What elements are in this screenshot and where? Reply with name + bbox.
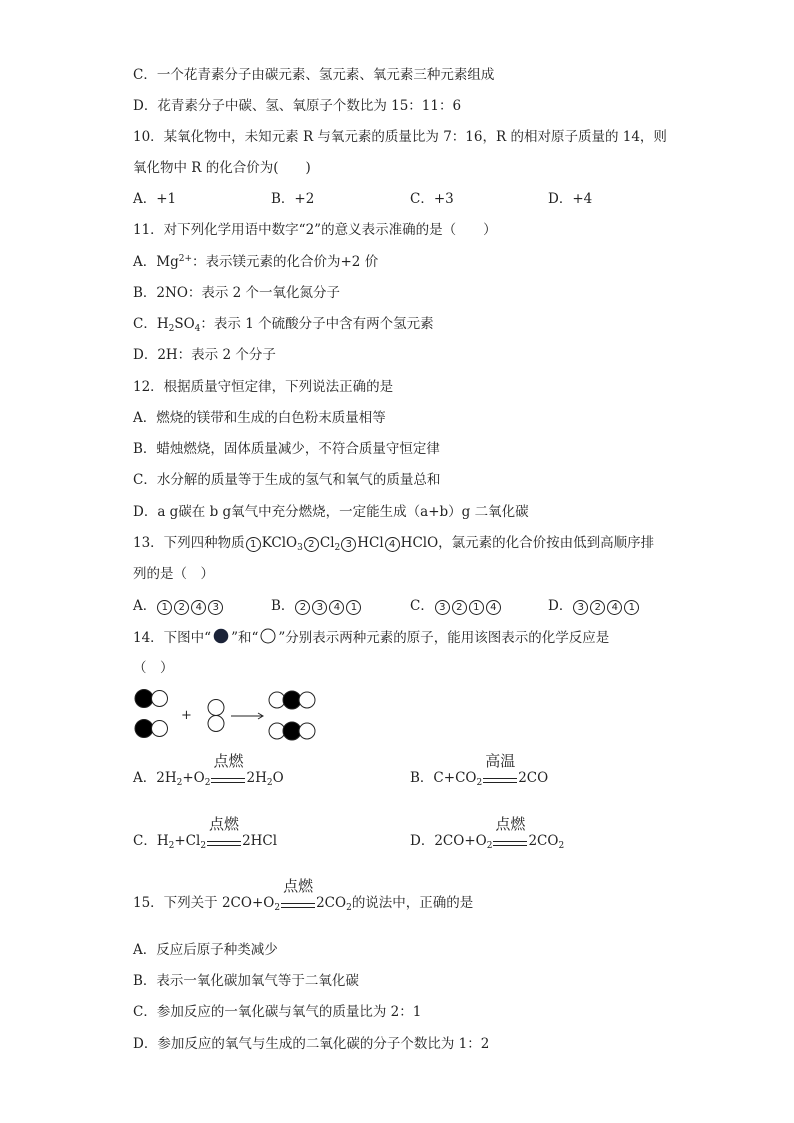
q10-option-c: C．+3 [410,191,454,207]
q14-b-part3: 2CO [518,770,549,786]
q14-b-label: B． [410,770,434,786]
q11-option-d: D．2H：表示 2 个分子 [133,347,276,363]
q9-option-c: C．一个花青素分子由碳元素、氢元素、氧元素三种元素组成 [133,67,495,83]
equals-sign [211,778,245,783]
q14-b-condition [482,752,518,787]
q13-option-b [271,597,362,615]
q14-c-sub2: 2 [200,841,207,851]
q15-option-a: A．反应后原子种类减少 [133,942,278,958]
q14-d-sub1: 2 [486,841,493,851]
q14-c-part1: H [156,833,169,849]
q15-stem-a: 15．下列关于 2CO+O [133,895,275,911]
q14-d-condition [492,815,528,850]
q14-option-b [410,752,549,788]
q13-d-label: D． [548,598,573,614]
q10-option-d: D．+4 [548,191,593,207]
reactant-1-light-atom [152,691,168,707]
q11-option-c [133,315,434,333]
reactant-molecule-1 [135,690,168,708]
equals-sign [281,903,315,908]
q13-stem-line2: 列的是（ ） [133,566,214,582]
q13-a-3: 4 [191,600,206,615]
q14-c-condition [206,815,242,850]
q15-stem-bsub: 2 [346,903,352,913]
q12-option-a: A．燃烧的镁带和生成的白色粉末质量相等 [133,410,386,426]
q11-c-sub2: 4 [194,324,201,334]
q13-b-3: 4 [329,600,344,615]
q14-d-part1: 2CO+O [434,833,487,849]
q13-stem-line1 [133,534,654,552]
q12-option-b: B．蜡烛燃烧，固体质量减少，不符合质量守恒定律 [133,441,440,457]
q12-option-c: C．水分解的质量等于生成的氢气和氧气的质量总和 [133,472,441,488]
reactant-1-dark-atom [135,690,153,708]
q13-c-3: 1 [469,600,484,615]
q14-a-part4: O [272,770,284,786]
q14-option-d [410,815,565,851]
q13-substance-2: Cl [319,535,335,551]
q13-num-3: 3 [341,537,356,552]
q14-a-condition [210,752,246,787]
reaction-arrow [231,713,263,719]
q13-c-4: 4 [486,600,501,615]
q14-reaction-diagram [130,686,330,744]
q14-a-part3: 2H [246,770,267,786]
q14-option-c [133,815,278,851]
reactant-molecule-2 [135,720,168,738]
q14-stem-c: ”分别表示两种元素的原子，能用该图表示的化学反应是 [278,630,610,646]
q13-a-4: 3 [208,600,223,615]
dark-atom-circle [214,629,229,644]
q14-option-a [133,752,284,788]
q13-b-1: 2 [295,600,310,615]
q13-d-2: 2 [590,600,605,615]
q13-substance-3: HCl [357,535,384,551]
q11-stem: 11．对下列化学用语中数字“2”的意义表示准确的是（ ） [133,222,497,238]
q14-c-label: C． [133,833,157,849]
q11-c-text: ：表示 1 个硫酸分子中含有两个氢元素 [200,316,434,332]
q15-stem-c: 的说法中，正确的是 [351,895,474,911]
q13-stem-prefix: 13．下列四种物质 [133,535,245,551]
q14-stem-b: ”和“ [231,630,259,646]
q14-c-sub1: 2 [168,841,175,851]
q13-c-1: 3 [435,600,450,615]
q15-option-b: B．表示一氧化碳加氧气等于二氧化碳 [133,973,359,989]
q9-option-d: D．花青素分子中碳、氢、氧原子个数比为 15：11：6 [133,98,462,114]
q13-b-4: 1 [346,600,361,615]
q13-num-2: 2 [304,537,319,552]
product-1-right-atom [299,692,315,708]
q15-stem [133,877,474,913]
light-atom-circle [261,629,275,643]
q13-substance-4: HClO [400,535,439,551]
q14-d-label: D． [410,833,435,849]
q14-a-label: A． [133,770,157,786]
q15-option-c: C．参加反应的一氧化碳与氧气的质量比为 2：1 [133,1004,422,1020]
q14-a-sub3: 2 [266,778,273,788]
q13-stem-suffix: ，氯元素的化合价按由低到高顺序排 [438,535,655,551]
q11-a-prefix: A．Mg [133,254,179,270]
light-atom-icon [260,628,276,644]
q13-b-label: B． [271,598,295,614]
q10-stem-line1: 10．某氧化物中，未知元素 R 与氧元素的质量比为 7：16，R 的相对原子质量的 14，则 [133,129,667,145]
product-molecule-2 [269,722,315,740]
dark-atom-icon [213,628,229,644]
q15-stem-b: 2CO [316,895,347,911]
q10-option-b: B．+2 [271,191,315,207]
q11-c-prefix: C．H [133,316,169,332]
q14-stem-line2: （ ） [133,660,174,676]
q13-a-label: A． [133,598,157,614]
q13-a-2: 2 [174,600,189,615]
q14-stem-line1 [133,628,609,647]
product-molecule-1 [269,691,315,709]
q13-option-d [548,597,640,615]
q13-d-4: 1 [624,600,639,615]
q14-a-condition-word: 点燃 [213,752,244,770]
product-2-dark-atom [283,722,301,740]
q14-a-sub1: 2 [176,778,183,788]
q15-stem-sub: 2 [274,903,281,913]
q10-stem-line2: 氧化物中 R 的化合价为( ) [133,160,311,176]
q13-option-c [410,597,502,615]
q11-a-charge: 2+ [178,254,192,264]
q11-a-text: ：表示镁元素的化合价为+2 价 [192,254,379,270]
q11-c-mid: SO [174,316,195,332]
q13-c-label: C． [410,598,434,614]
q15-condition [280,877,316,912]
q14-d-condition-word: 点燃 [495,815,526,833]
q14-d-sub3: 2 [558,841,565,851]
plus-sign: + [181,708,192,723]
q13-substance-2-sub: 2 [334,543,341,553]
q14-a-part1: 2H [156,770,177,786]
q11-option-b: B．2NO：表示 2 个一氧化氮分子 [133,285,341,301]
q13-substance-1-sub: 3 [297,543,303,553]
q13-d-1: 3 [573,600,588,615]
q14-c-condition-word: 点燃 [209,815,240,833]
q14-d-part3: 2CO [528,833,559,849]
q14-a-sub2: 2 [204,778,211,788]
q13-num-1: 1 [246,537,261,552]
q15-condition-word: 点燃 [283,877,314,895]
reactant-2-light-atom [152,721,168,737]
q13-num-4: 4 [385,537,400,552]
reactant-2-dark-atom [135,720,153,738]
q13-a-1: 1 [157,600,172,615]
product-1-dark-atom [283,691,301,709]
equals-sign [207,841,241,846]
q13-substance-1: KClO [261,535,298,551]
q15-option-d: D．参加反应的氧气与生成的二氧化碳的分子个数比为 1：2 [133,1036,490,1052]
reactant-molecule-3 [208,700,224,732]
q14-c-part2: +Cl [174,833,201,849]
q12-stem: 12．根据质量守恒定律，下列说法正确的是 [133,379,394,395]
q11-option-a [133,253,378,271]
q14-c-part3: 2HCl [242,833,278,849]
q14-b-condition-word: 高温 [485,752,516,770]
equals-sign [493,841,527,846]
q13-c-2: 2 [452,600,467,615]
q14-stem-a: 14．下图中“ [133,630,212,646]
q13-d-3: 4 [607,600,622,615]
q11-c-sub1: 2 [168,324,175,334]
equals-sign [483,778,517,783]
q14-b-sub1: 2 [476,778,483,788]
q10-option-a: A．+1 [133,191,177,207]
q14-b-part1: C+CO [433,770,477,786]
q13-b-2: 3 [312,600,327,615]
product-2-right-atom [299,723,315,739]
q13-option-a [133,597,224,615]
q14-a-part2: +O [182,770,205,786]
q12-option-d: D．a g碳在 b g氧气中充分燃烧，一定能生成（a+b）g 二氧化碳 [133,504,529,520]
reactant-3-atom-bottom [208,716,224,732]
reactant-3-atom-top [208,700,224,716]
